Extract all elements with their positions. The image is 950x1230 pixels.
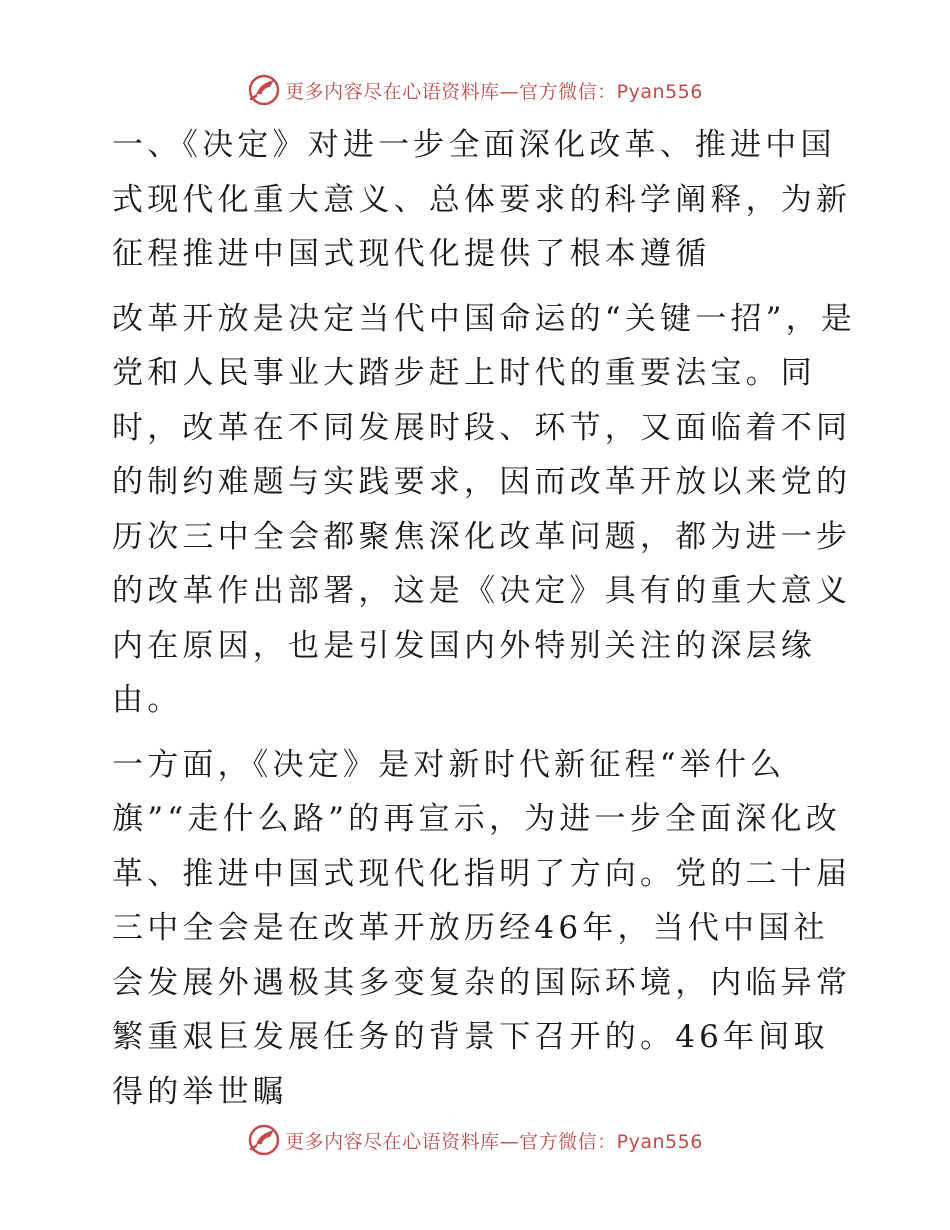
watermark-text: 更多内容尽在心语资料库—官方微信：Pyan556 [285, 1130, 703, 1153]
seal-logo-icon [247, 1123, 281, 1157]
paragraph-1: 改革开放是决定当代中国命运的“关键一招”，是党和人民事业大踏步赶上时代的重要法宝。同时，改革在不同发展时段、环节，又面临着不同的制约难题与实践要求，因而改革开放以来党的历次三中全会都聚焦深化改革问题，都为进一步的改革作出部署，这是《决定》具有的重大意义内在原因，也是引发国内外特别关注的深层缘由。 [112, 300, 857, 718]
header-watermark-banner [0, 70, 950, 110]
paragraph-2: 一方面，《决定》是对新时代新征程“举什么旗”“走什么路”的再宣示，为进一步全面深化改革、推进中国式现代化指明了方向。党的二十届三中全会是在改革开放历经46年，当代中国社会发展外遇极其多变复杂的国际环境，内临异常繁重艰巨发展任务的背景下召开的。46年间取得的举世瞩 [112, 746, 852, 1110]
footer-watermark-banner [0, 1120, 950, 1160]
document-body [98, 118, 858, 1119]
section-heading: 一、《决定》对进一步全面深化改革、推进中国式现代化重大意义、总体要求的科学阐释，为新征程推进中国式现代化提供了根本遵循 [112, 127, 852, 272]
watermark-text: 更多内容尽在心语资料库—官方微信：Pyan556 [285, 80, 703, 103]
seal-logo-icon [247, 73, 281, 107]
